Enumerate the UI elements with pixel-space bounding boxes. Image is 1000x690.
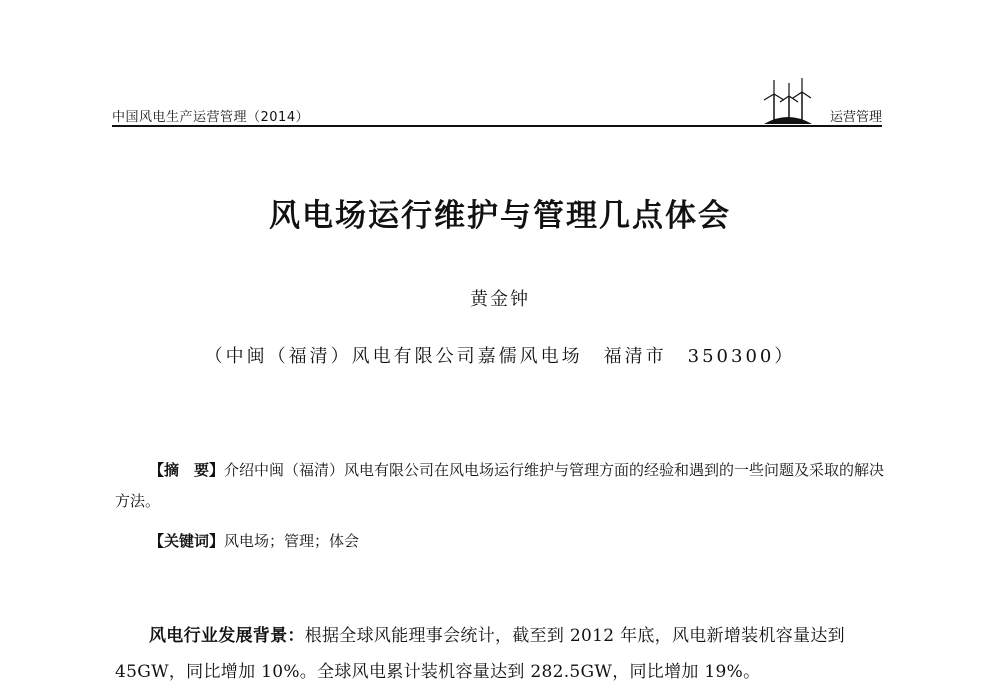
paper-author: 黄金钟: [470, 289, 530, 310]
abstract-label: 【摘 要】: [149, 461, 225, 479]
running-header: [112, 74, 882, 128]
keywords: [115, 529, 885, 553]
keywords-label: 【关键词】: [149, 532, 225, 550]
keywords-text: 风电场；管理；体会: [224, 532, 360, 550]
body-text: 根据全球风能理事会统计，截至到 2012 年底，风电新增装机容量达到 45GW，同比增加 10%。全球风电累计装机容量达到 282.5GW，同比增加 19%。: [115, 626, 845, 682]
header-divider: [112, 125, 882, 127]
wind-turbine-icon: [762, 74, 814, 126]
abstract-text: 介绍中闽（福清）风电有限公司在风电场运行维护与管理方面的经验和遇到的一些问题及采取的解决方法。: [115, 461, 885, 510]
body-paragraph: [115, 618, 885, 690]
paper-title: 风电场运行维护与管理几点体会: [269, 198, 731, 234]
body-lead: 风电行业发展背景：: [149, 626, 305, 646]
section-header-text: 运营管理: [829, 110, 882, 125]
paper-affiliation: （中闽（福清）风电有限公司嘉儒风电场 福清市 350300）: [204, 346, 796, 367]
abstract: [115, 455, 885, 517]
journal-header-text: 中国风电生产运营管理（2014）: [112, 110, 310, 125]
